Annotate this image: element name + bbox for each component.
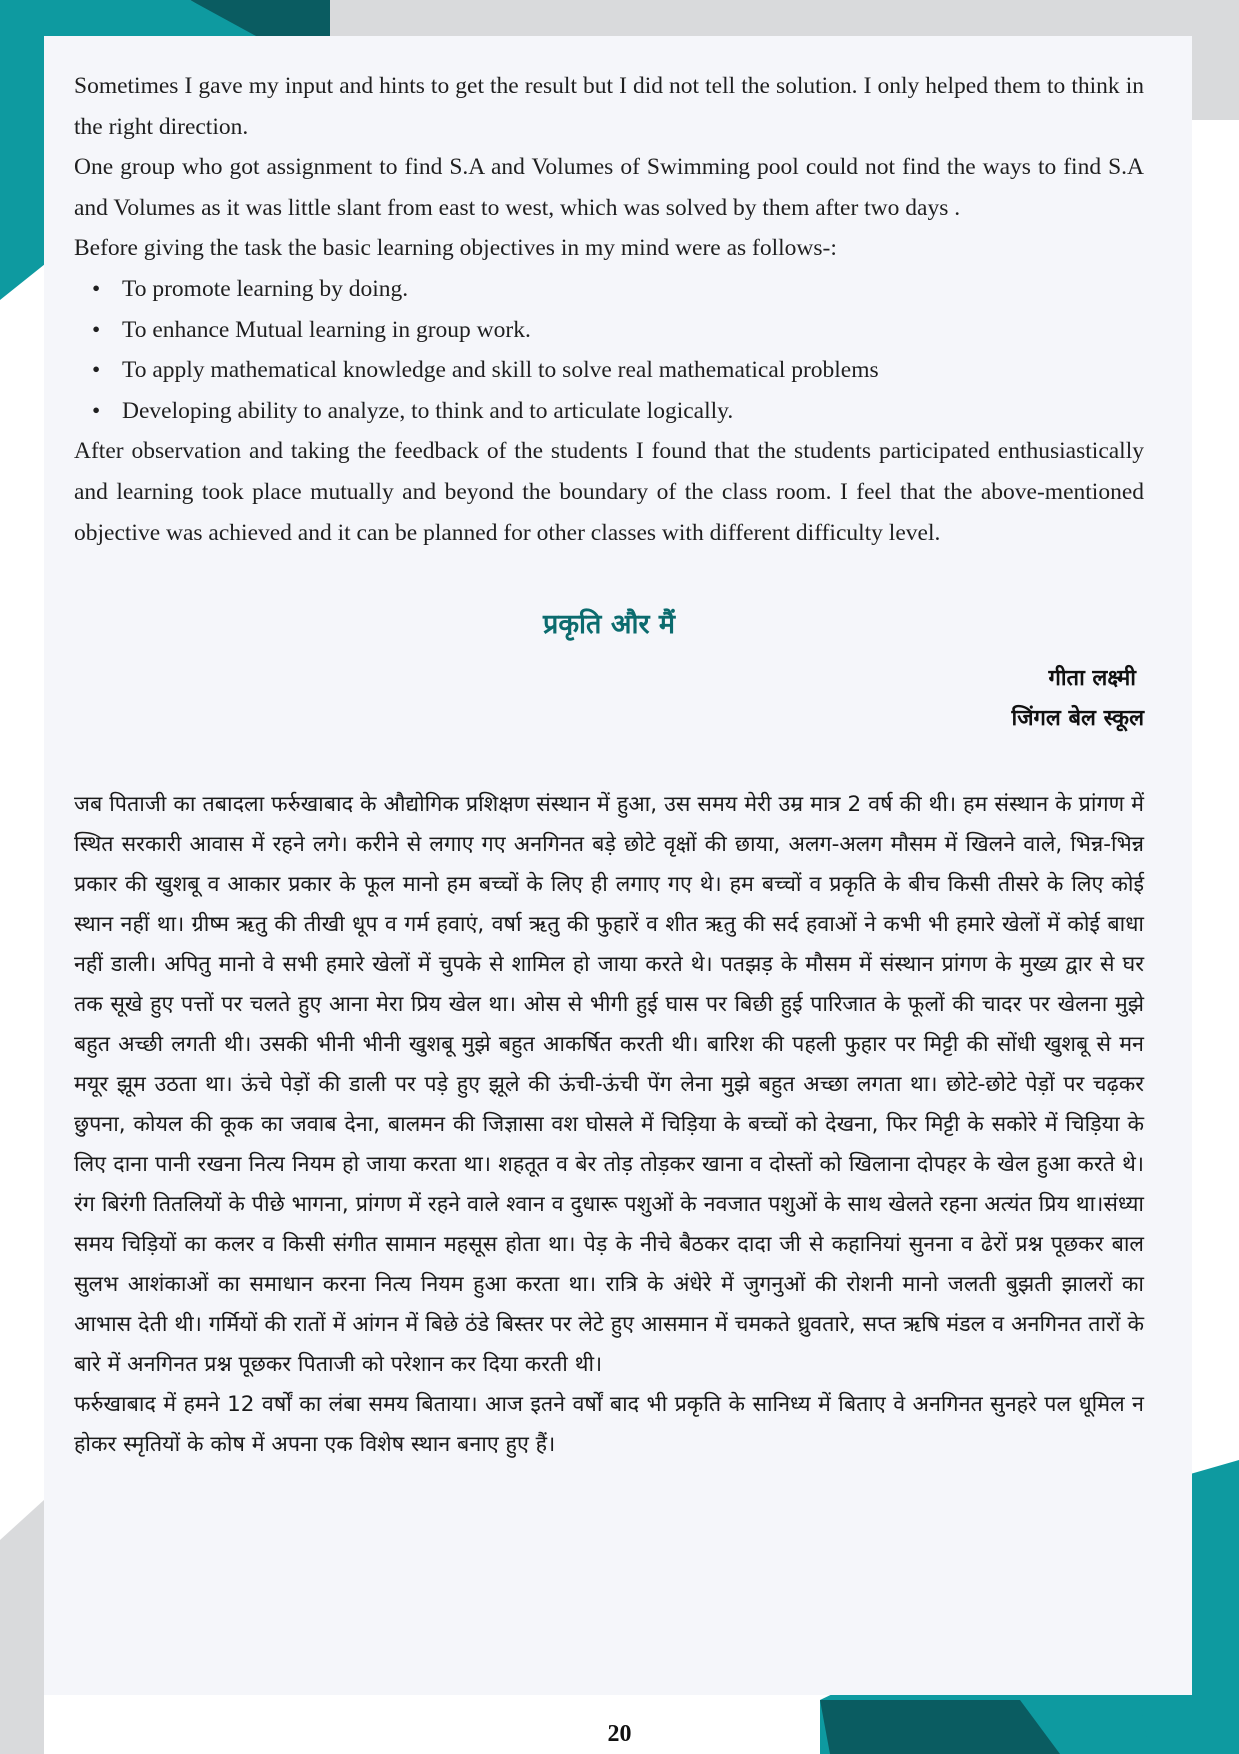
author-block	[74, 659, 1144, 739]
list-item	[92, 391, 1144, 432]
hindi-article-title: प्रकृति और मैं	[542, 609, 676, 641]
objective-text: Developing ability to analyze, to think and to articulate logically.	[122, 397, 734, 424]
list-item	[92, 350, 1144, 391]
english-section	[74, 66, 1144, 553]
english-paragraph-1: Sometimes I gave my input and hints to get the result but I did not tell the solution. I only helped them to think in the right direction.	[74, 73, 1144, 140]
english-paragraph-2: One group who got assignment to find S.A and Volumes of Swimming pool could not find the ways to find S.A and Volumes as it was little slant from east to west, which was solved by them after two days .	[74, 154, 1144, 221]
objective-text: To enhance Mutual learning in group work.	[122, 316, 531, 343]
bullet-icon: •	[92, 316, 101, 343]
bullet-icon: •	[92, 397, 101, 424]
english-paragraph-3: Before giving the task the basic learning objectives in my mind were as follows-:	[74, 235, 837, 262]
author-school: जिंगल बेल स्कूल	[1011, 706, 1144, 732]
list-item	[92, 310, 1144, 351]
objectives-list	[74, 269, 1144, 431]
list-item	[92, 269, 1144, 310]
english-paragraph-4: After observation and taking the feedback of the students I found that the students participated enthusiastically and learning took place mutually and beyond the boundary of the class room. I feel that the above-mentioned objective was achieved and it can be planned for other classes with different difficulty level.	[74, 438, 1144, 546]
objective-text: To apply mathematical knowledge and skill to solve real mathematical problems	[122, 357, 879, 384]
author-name: गीता लक्ष्मी	[1048, 666, 1136, 692]
objective-text: To promote learning by doing.	[122, 275, 409, 302]
page-number: 20	[607, 1721, 632, 1747]
content-card	[44, 36, 1192, 1695]
bullet-icon: •	[92, 357, 101, 384]
bullet-icon: •	[92, 275, 101, 302]
hindi-paragraph-1: जब पिताजी का तबादला फर्रुखाबाद के औद्योगिक प्रशिक्षण संस्थान में हुआ, उस समय मेरी उम्र मात्र 2 वर्ष की थी। हम संस्थान के प्रांगण में स्थित सरकारी आवास में रहने लगे। करीने से लगाए गए अनगिनत बड़े छोटे वृक्षों की छाया, अलग-अलग मौसम में खिलने वाले, भिन्न-भिन्न प्रकार की खुशबू व आकार प्रकार के फूल मानो हम बच्चों के लिए ही लगाए गए थे। हम बच्चों व प्रकृति के बीच किसी तीसरे के लिए कोई स्थान नहीं था। ग्रीष्म ऋतु की तीखी धूप व गर्म हवाएं, वर्षा ऋतु की फुहारें व शीत ऋतु की सर्द हवाओं ने कभी भी हमारे खेलों में कोई बाधा नहीं डाली। अपितु मानो वे सभी हमारे खेलों में चुपके से शामिल हो जाया करते थे। पतझड़ के मौसम में संस्थान प्रांगण के मुख्य द्वार से घर तक सूखे हुए पत्तों पर चलते हुए आना मेरा प्रिय खेल था। ओस से भीगी हुई घास पर बिछी हुई पारिजात के फूलों की चादर पर खेलना मुझे बहुत अच्छी लगती थी। उसकी भीनी भीनी खुशबू मुझे बहुत आकर्षित करती थी। बारिश की पहली फुहार पर मिट्टी की सोंधी खुशबू से मन मयूर झूम उठता था। ऊंचे पेड़ों की डाली पर पड़े हुए झूले की ऊंची-ऊंची पेंग लेना मुझे बहुत अच्छा लगता था। छोटे-छोटे पेड़ों पर चढ़कर छुपना, कोयल की कूक का जवाब देना, बालमन की जिज्ञासा वश घोसले में चिड़िया के बच्चों को देखना, फिर मिट्टी के सकोरे में चिड़िया के लिए दाना पानी रखना नित्य नियम हो जाया करता था। शहतूत व बेर तोड़ तोड़कर खाना व दोस्तों को खिलाना दोपहर के खेल हुआ करते थे।रंग बिरंगी तितलियों के पीछे भागना, प्रांगण में रहने वाले श्वान व दुधारू पशुओं के नवजात पशुओं के साथ खेलते रहना अत्यंत प्रिय था।संध्या समय चिड़ियों का कलर व किसी संगीत सामान महसूस होता था। पेड़ के नीचे बैठकर दादा जी से कहानियां सुनना व ढेरों प्रश्न पूछकर बाल सुलभ आशंकाओं का समाधान करना नित्य नियम हुआ करता था। रात्रि के अंधेरे में जुगनुओं की रोशनी मानो जलती बुझती झालरों का आभास देती थी। गर्मियों की रातों में आंगन में बिछे ठंडे बिस्तर पर लेटे हुए आसमान में चमकते ध्रुवतारे, सप्त ऋषि मंडल व अनगिनत तारों के बारे में अनगिनत प्रश्न पूछकर पिताजी को परेशान कर दिया करती थी।	[74, 792, 1144, 1378]
hindi-body	[74, 785, 1144, 1465]
hindi-paragraph-2: फर्रुखाबाद में हमने 12 वर्षों का लंबा समय बिताया। आज इतने वर्षों बाद भी प्रकृति के सानिध्य में बिताए वे अनगिनत सुनहरे पल धूमिल न होकर स्मृतियों के कोष में अपना एक विशेष स्थान बनाए हुए हैं।	[74, 1392, 1144, 1458]
